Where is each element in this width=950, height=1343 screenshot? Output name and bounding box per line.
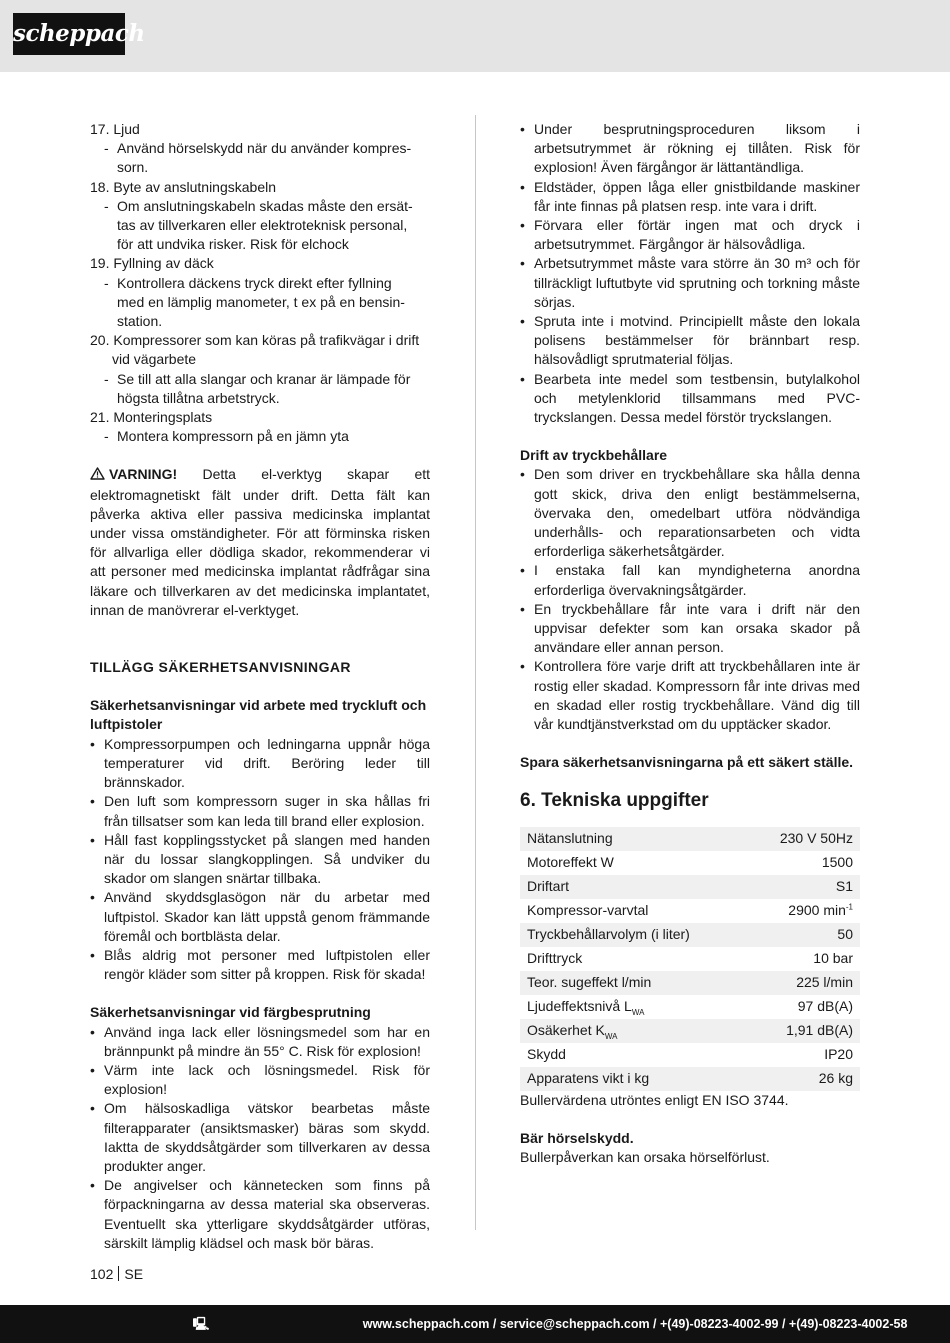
item-20-line-cont: högsta tillåtna arbetstryck. bbox=[117, 389, 280, 406]
spec-value-text: 10 bar bbox=[813, 950, 853, 966]
spec-label-text: Teor. sugeffekt l/min bbox=[527, 974, 652, 990]
page-num: 102 bbox=[90, 1266, 114, 1282]
section-title-tekniska: 6. Tekniska uppgifter bbox=[520, 789, 709, 811]
spec-label bbox=[520, 1019, 748, 1043]
list-item: • Kontrollera före varje drift att tryckbehållaren inte är rostig eller skadad. Kompressorn får inte drivas med en skadad eller rostig tryckbehållare. Vänd dig till vår kundtjänstverkstad om du upptäcker skador. bbox=[520, 657, 860, 734]
bar-horselskydd: Bär hörselskydd. bbox=[520, 1129, 634, 1146]
spec-label bbox=[520, 875, 748, 899]
spec-value-text: 230 V 50Hz bbox=[779, 830, 853, 846]
spec-label bbox=[520, 1067, 748, 1091]
subheading-tryckbehallare: Drift av tryckbehållare bbox=[520, 447, 668, 464]
spec-row bbox=[520, 875, 860, 899]
item-21-line: - Montera kompressorn på en jämn yta bbox=[90, 427, 430, 446]
page-number bbox=[90, 1265, 143, 1284]
list-item: • En tryckbehållare får inte vara i drift när den uppvisar defekter som kan orsaka skador på användare eller annan person. bbox=[520, 600, 860, 658]
spec-row bbox=[520, 995, 860, 1019]
list-besprutning bbox=[520, 120, 860, 427]
spec-value-text: 26 kg bbox=[818, 1070, 853, 1086]
left-column bbox=[90, 120, 430, 1253]
warning-triangle-icon bbox=[90, 466, 105, 485]
spec-label bbox=[520, 923, 748, 947]
spec-row bbox=[520, 971, 860, 995]
spec-label bbox=[520, 899, 748, 923]
spec-value-sup: -1 bbox=[845, 902, 853, 912]
right-column bbox=[520, 120, 860, 1167]
item-19-line-cont: med en lämplig manometer, t ex på en bensin- bbox=[117, 293, 405, 310]
item-17-line-cont: sorn. bbox=[117, 159, 149, 176]
spec-value-text: S1 bbox=[835, 878, 853, 894]
list-tryckluft bbox=[90, 735, 430, 985]
spec-label-sub: WA bbox=[604, 1031, 618, 1041]
spec-label-text: Osäkerhet K bbox=[527, 1022, 605, 1038]
warning-text: Detta el-verktyg skapar ett elektromagnetiskt fält under drift. Detta fält kan påverka aktiva eller passiva medicinska implantat under vissa omständigheter. För att förminska risken för allvarliga eller dödliga skador, rekommenderar vi att personer med medicinska implantat rådfrågar sina läkare och tillverkaren av det medicinska implantatet, innan de manövrerar el-verktyget. bbox=[90, 466, 431, 618]
item-20-cont: vid vägarbete bbox=[112, 351, 197, 368]
subheading-fargbesprutning: Säkerhetsanvisningar vid färgbesprutning bbox=[90, 1004, 371, 1021]
item-18: 18. Byte av anslutningskabeln bbox=[90, 178, 277, 195]
item-18-line: - Om anslutningskabeln skadas måste den ersät- bbox=[90, 197, 430, 216]
spec-label bbox=[520, 947, 748, 971]
item-19: 19. Fyllning av däck bbox=[90, 255, 214, 272]
list-item: • Använd inga lack eller lösningsmedel som har en brännpunkt på mindre än 55° C. Risk för explosion! bbox=[90, 1023, 430, 1061]
monitor-icon: 🖳 bbox=[192, 1317, 210, 1331]
spec-label-text: Ljudeffektsnivå L bbox=[527, 998, 632, 1014]
item-18-line-cont: för att undvika risker. Risk för elchock bbox=[117, 236, 349, 253]
spec-value bbox=[748, 995, 860, 1019]
spec-label-text: Kompressor-varvtal bbox=[527, 902, 649, 918]
list-item: • Arbetsutrymmet måste vara större än 30 m³ och för tillräckligt luftutbyte vid sprutning och torkning måste sörjas. bbox=[520, 254, 860, 312]
spec-label-text: Nätanslutning bbox=[527, 830, 613, 846]
footer-contact bbox=[43, 1317, 908, 1331]
item-17: 17. Ljud bbox=[90, 121, 140, 137]
spec-label bbox=[520, 995, 748, 1019]
list-item: • Förvara eller förtär ingen mat och dryck i arbetsutrymmet. Färgångor är hälsovådliga. bbox=[520, 216, 860, 254]
list-item: • I enstaka fall kan myndigheterna anordna erforderliga övervakningsåtgärder. bbox=[520, 561, 860, 599]
spec-value bbox=[748, 1019, 860, 1043]
page-header bbox=[0, 0, 950, 72]
spec-value bbox=[748, 947, 860, 971]
spec-value bbox=[748, 923, 860, 947]
spec-value bbox=[748, 851, 860, 875]
specs-table bbox=[520, 827, 860, 1091]
list-item: • Spruta inte i motvind. Principiellt måste den lokala polisens bestämmelser för brännbart resp. hälsovådligt sprutmaterial följas. bbox=[520, 312, 860, 370]
spec-label-text: Tryckbehållarvolym (i liter) bbox=[527, 926, 690, 942]
spec-row bbox=[520, 1019, 860, 1043]
spec-value-text: 1,91 dB(A) bbox=[786, 1022, 853, 1038]
item-21: 21. Monteringsplats bbox=[90, 409, 213, 426]
spec-value-text: 225 l/min bbox=[796, 974, 853, 990]
spec-value bbox=[748, 899, 860, 923]
spec-value-text: 50 bbox=[837, 926, 853, 942]
column-divider bbox=[475, 115, 476, 1230]
spec-label-text: Motoreffekt W bbox=[527, 854, 614, 870]
spec-row bbox=[520, 827, 860, 851]
scheppach-logo: scheppach bbox=[13, 13, 125, 55]
item-20-line: - Se till att alla slangar och kranar är lämpade för bbox=[90, 370, 430, 389]
spec-row bbox=[520, 947, 860, 971]
section-heading-tillagg: TILLÄGG SÄKERHETSANVISNINGAR bbox=[90, 659, 351, 676]
subheading-tryckluft: Säkerhetsanvisningar vid arbete med tryckluft och luftpistoler bbox=[90, 697, 427, 733]
list-item: • De angivelser och kännetecken som finns på förpackningarna av dessa material ska observeras. Eventuellt ska ytterligare skyddsåtgärder utföras, särskilt lämplig klädsel och mask bör bäras. bbox=[90, 1176, 430, 1253]
spec-row bbox=[520, 899, 860, 923]
footer-contact-text: www.scheppach.com / service@scheppach.com / +(49)-08223-4002-99 / +(49)-08223-4002-58 bbox=[362, 1317, 908, 1331]
spec-value bbox=[748, 1067, 860, 1091]
spec-value bbox=[748, 971, 860, 995]
spec-label-text: Apparatens vikt i kg bbox=[527, 1070, 650, 1086]
list-item: • Bearbeta inte medel som testbensin, butylalkohol och metylenklorid tillsammans med PVC-tryckslangen. Dessa medel förstör tryckslangen. bbox=[520, 370, 860, 428]
item-19-line-cont: station. bbox=[117, 313, 163, 330]
spec-label-sub: WA bbox=[631, 1007, 645, 1017]
spec-label bbox=[520, 971, 748, 995]
spec-value bbox=[748, 827, 860, 851]
spec-row bbox=[520, 1043, 860, 1067]
list-item: • Under besprutningsproceduren liksom i arbetsutrymmet är rökning ej tillåten. Risk för explosion! Även färgångor är lättantändliga. bbox=[520, 120, 860, 178]
spec-value bbox=[748, 875, 860, 899]
list-item: • Blås aldrig mot personer med luftpistolen eller rengör kläder som sitter på kroppen. Risk för skada! bbox=[90, 946, 430, 984]
spec-label-text: Drifttryck bbox=[527, 950, 583, 966]
item-20: 20. Kompressorer som kan köras på trafikvägar i drift bbox=[90, 332, 420, 349]
list-tryckbehallare bbox=[520, 465, 860, 734]
item-18-line-cont: tas av tillverkaren eller elektroteknisk personal, bbox=[117, 217, 408, 234]
warning-label: VARNING! bbox=[109, 466, 178, 483]
list-fargbesprutning bbox=[90, 1023, 430, 1253]
item-17-line: - Använd hörselskydd när du använder kompres- bbox=[90, 139, 430, 158]
spec-label bbox=[520, 851, 748, 875]
spec-label bbox=[520, 1043, 748, 1067]
buller-warning: Bullerpåverkan kan orsaka hörselförlust. bbox=[520, 1148, 770, 1165]
list-item: • Den som driver en tryckbehållare ska hålla denna gott skick, driva den enligt bestämmelserna, övervaka den, omedelbart utföra nödvändiga underhålls- och reparationsarbeten och vidta erforderliga säkerhetsåtgärder. bbox=[520, 465, 860, 561]
list-item: • Håll fast kopplingsstycket på slangen med handen när du lossar slangkopplingen. Så undviker du skador om slangen snärtar tillbaka. bbox=[90, 831, 430, 889]
item-19-line: - Kontrollera däckens tryck direkt efter fyllning bbox=[90, 274, 430, 293]
warning-paragraph bbox=[90, 465, 430, 620]
buller-note: Bullervärdena utröntes enligt EN ISO 3744. bbox=[520, 1091, 789, 1108]
spec-value bbox=[748, 1043, 860, 1067]
spec-label bbox=[520, 827, 748, 851]
list-item: • Den luft som kompressorn suger in ska hållas fri från tillsatser som kan leda till brand eller explosion. bbox=[90, 792, 430, 830]
spec-row bbox=[520, 851, 860, 875]
list-item: • Värm inte lack och lösningsmedel. Risk för explosion! bbox=[90, 1061, 430, 1099]
page-lang: SE bbox=[124, 1266, 144, 1282]
spec-row bbox=[520, 923, 860, 947]
spec-row bbox=[520, 1067, 860, 1091]
list-item: • Om hälsoskadliga vätskor bearbetas måste filterapparater (ansiktsmasker) bäras som skydd. Iaktta de skyddsåtgärder som tillverkaren av dessa produkter anger. bbox=[90, 1099, 430, 1176]
spec-value-text: IP20 bbox=[824, 1046, 853, 1062]
spec-label-text: Driftart bbox=[527, 878, 569, 894]
list-item: • Använd skyddsglasögon när du arbetar med luftpistol. Skador kan lätt uppstå genom främmande föremål och bortblästa delar. bbox=[90, 888, 430, 946]
spec-value-text: 1500 bbox=[821, 854, 853, 870]
page-footer bbox=[0, 1305, 950, 1343]
list-item: • Kompressorpumpen och ledningarna uppnår höga temperaturer vid drift. Beröring leder till brännskador. bbox=[90, 735, 430, 793]
list-item: • Eldstäder, öppen låga eller gnistbildande maskiner får inte finnas på platsen resp. inte vara i drift. bbox=[520, 178, 860, 216]
spec-value-text: 97 dB(A) bbox=[797, 998, 853, 1014]
spec-label-text: Skydd bbox=[527, 1046, 566, 1062]
spara-note: Spara säkerhetsanvisningarna på ett säkert ställe. bbox=[520, 754, 854, 771]
spec-value-text: 2900 min bbox=[788, 902, 846, 918]
